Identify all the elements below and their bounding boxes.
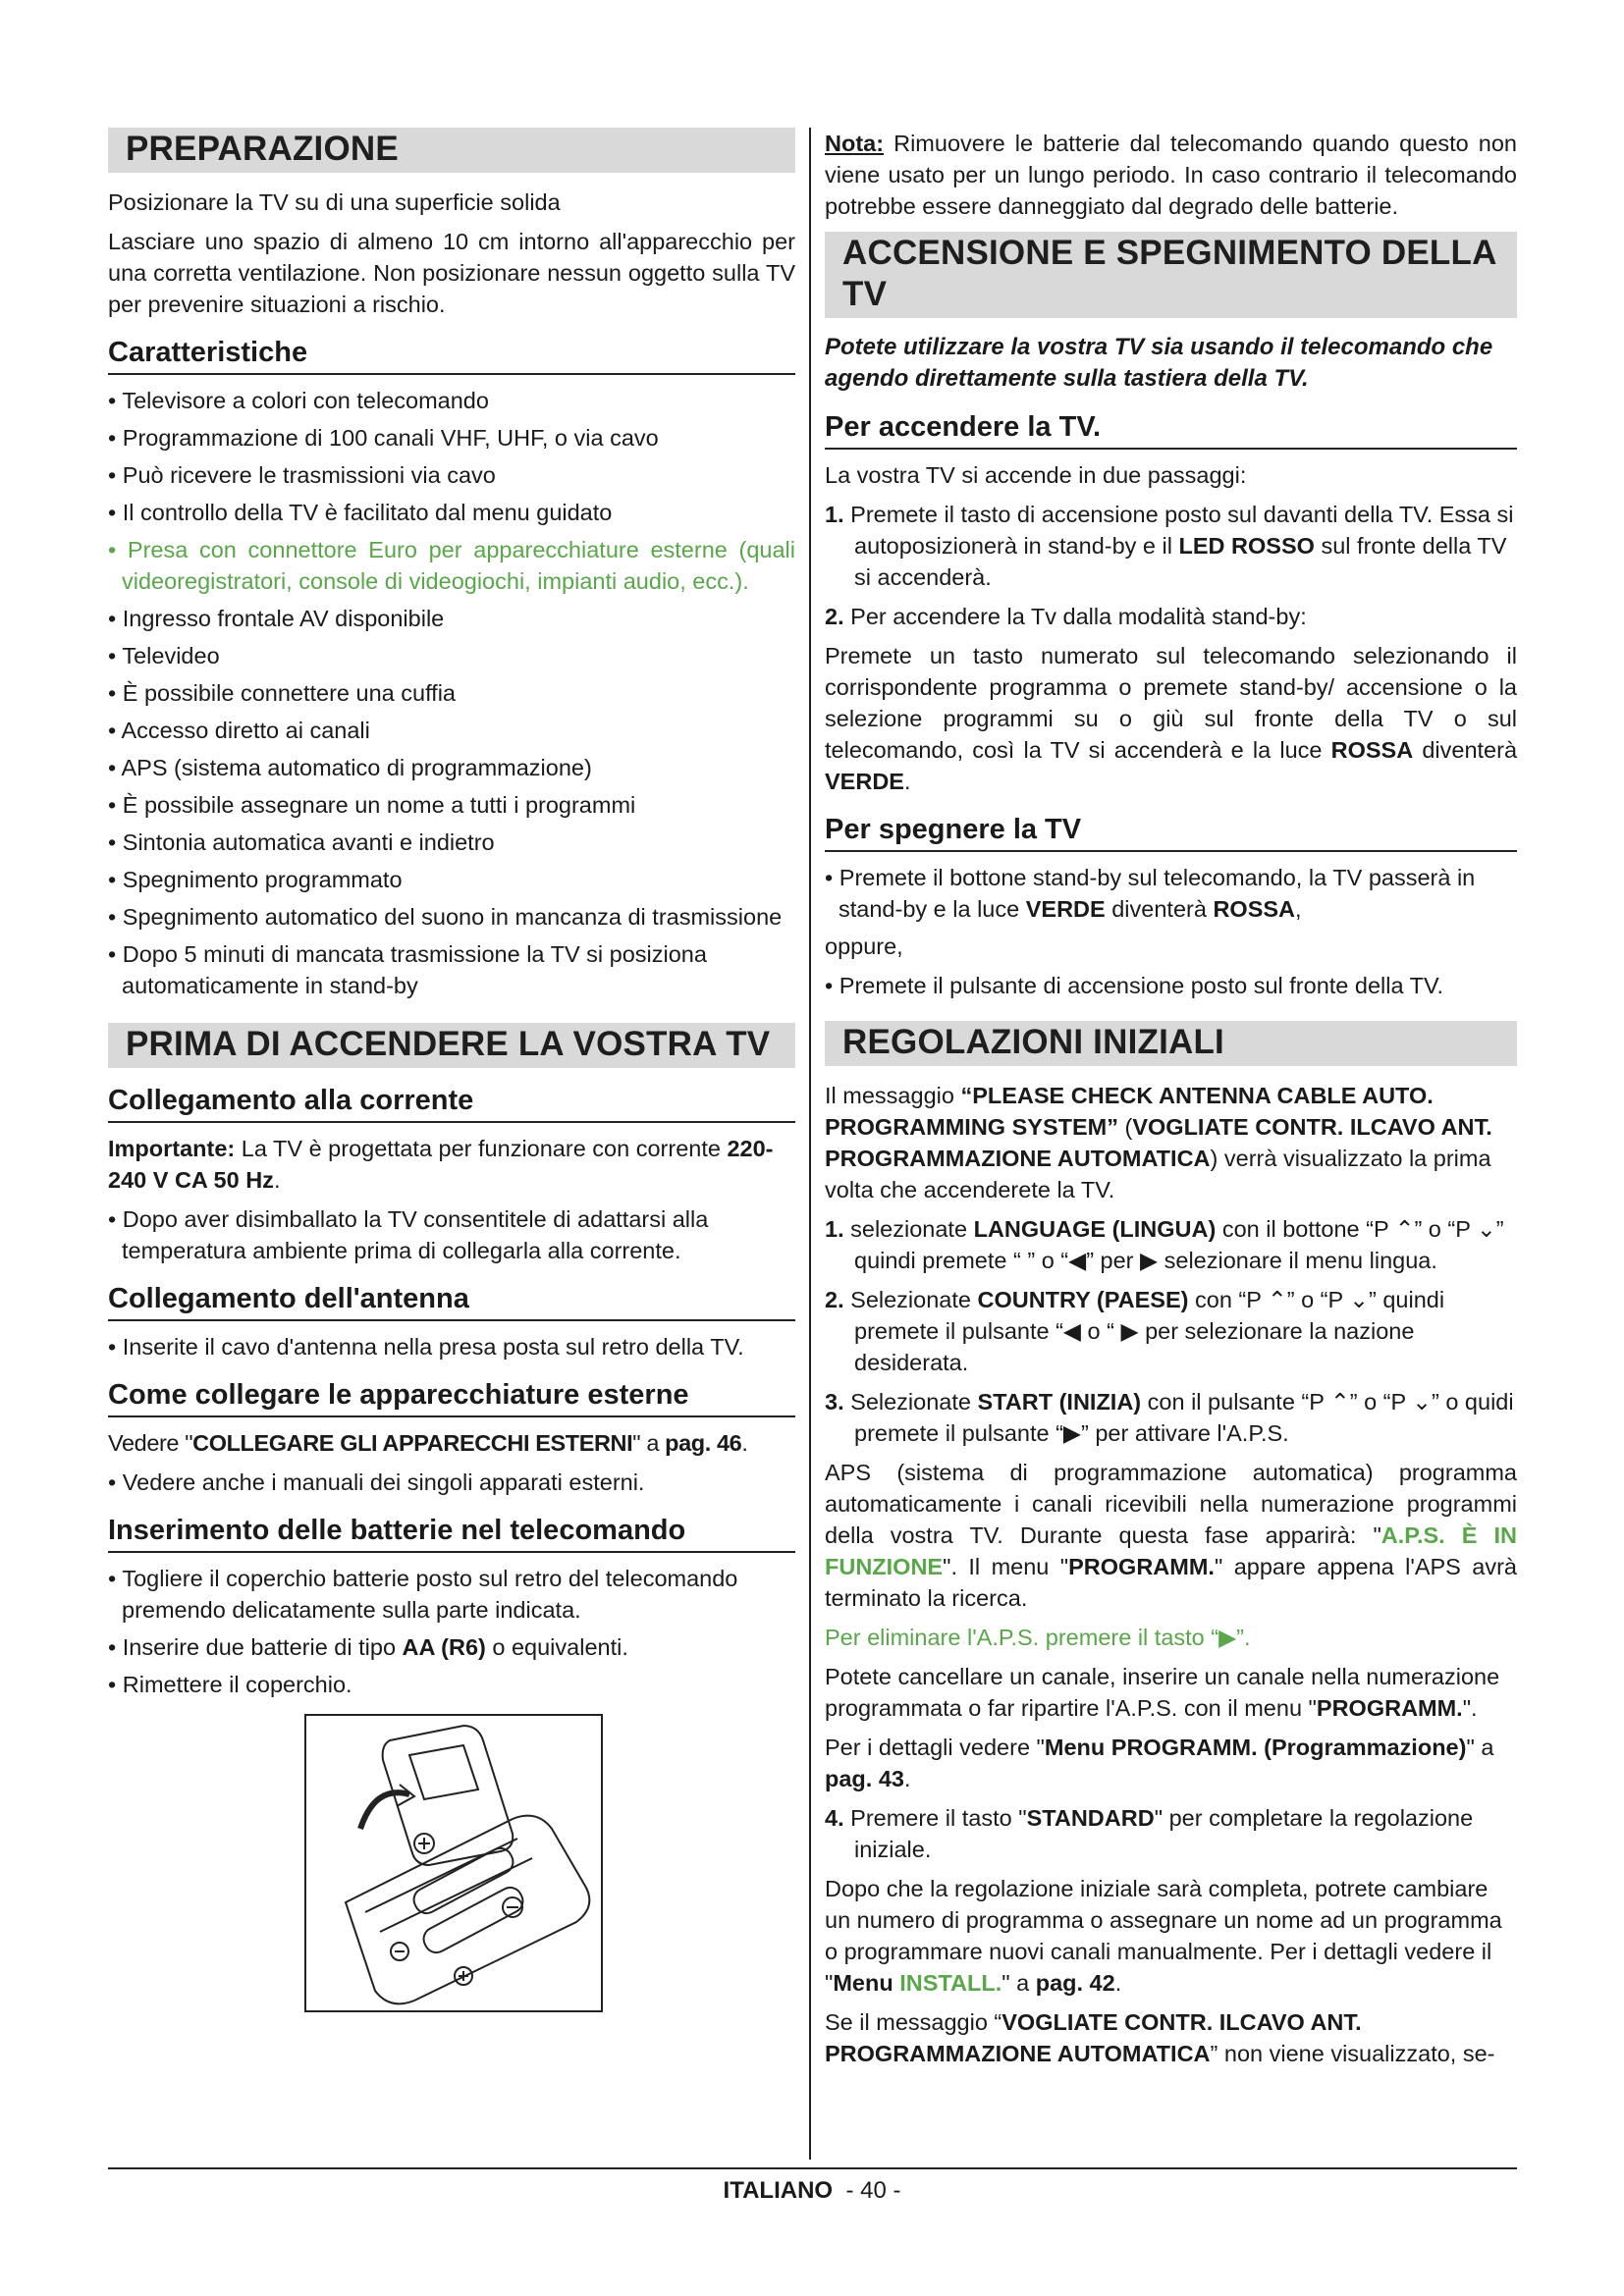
intro-italic: Potete utilizzare la vostra TV sia usando il telecomando che agendo direttamente sulla tastiera della TV.	[825, 334, 1493, 392]
step-1: 1. selezionate LANGUAGE (LINGUA) con il bottone “P ⌃” o “P ⌄” quindi premete “ ” o “◀” per ▶ selezionare il menu lingua.	[825, 1216, 1504, 1273]
list-item: • Inserite il cavo d'antenna nella presa posta sul retro della TV.	[108, 1334, 744, 1360]
paragraph: Premete un tasto numerato sul telecomando selezionando il corrispondente programma o premete stand-by/ accensione o la selezione programmi su o giù sul fronte della TV o sul telecomando, così la TV si accenderà e la luce ROSSA diventerà VERDE.	[825, 643, 1518, 794]
list-item: • Il controllo della TV è facilitato dal menu guidato	[108, 500, 613, 525]
remote-battery-illustration	[304, 1714, 603, 2012]
subheading-spegnere: Per spegnere la TV	[825, 813, 1517, 852]
list-item: • È possibile connettere una cuffia	[108, 680, 457, 706]
list-item: • Togliere il coperchio batterie posto sul retro del telecomando premendo delicatamente sulla parte indicata.	[108, 1566, 738, 1623]
paragraph: Dopo che la regolazione iniziale sarà completa, potrete cambiare un numero di programma o assegnare un nome ad un programma o programmare nuovi canali manualmente. Per i dettagli vedere il "Menu INSTALL." a pag. 42.	[825, 1876, 1502, 1996]
list-item: • Ingresso frontale AV disponibile	[108, 606, 445, 631]
list-item: • Spegnimento programmato	[108, 867, 403, 892]
list-item: • Accesso diretto ai canali	[108, 718, 370, 743]
step-2: 2. Per accendere la Tv dalla modalità stand-by:	[825, 604, 1307, 629]
paragraph: Potete cancellare un canale, inserire un canale nella numerazione programmata o far ripartire l'A.P.S. con il menu "PROGRAMM.".	[825, 1664, 1500, 1721]
paragraph-aps: APS (sistema di programmazione automatica) programma automaticamente i canali ricevibili nella numerazione programmi della vostra TV. Durante questa fase apparirà: "A.P.S. È IN FUNZIONE". Il menu "PROGRAMM." appare appena l'APS avrà terminato la ricerca.	[825, 1460, 1517, 1611]
paragraph: Posizionare la TV su di una superficie solida	[108, 189, 561, 215]
list-item: • Dopo aver disimballato la TV consentitele di adattarsi alla temperatura ambiente prima di collegarla alla corrente.	[108, 1206, 709, 1263]
subheading-batterie: Inserimento delle batterie nel telecomando	[108, 1514, 795, 1553]
heading-regolazioni: REGOLAZIONI INIZIALI	[825, 1021, 1517, 1066]
list-item: • Televisore a colori con telecomando	[108, 388, 489, 413]
subheading-antenna: Collegamento dell'antenna	[108, 1282, 795, 1321]
paragraph-nota: Nota: Rimuovere le batterie dal telecomando quando questo non viene usato per un lungo periodo. In caso contrario il telecomando potrebbe essere danneggiato dal degrado delle batterie.	[825, 131, 1517, 219]
page-number: - 40 -	[845, 2177, 901, 2204]
heading-accensione: ACCENSIONE E SPEGNIMENTO DELLA TV	[825, 232, 1517, 318]
heading-prima-di-accendere: PRIMA DI ACCENDERE LA VOSTRA TV	[108, 1023, 795, 1068]
step-3: 3. Selezionate START (INIZIA) con il pulsante “P ⌃” o “P ⌄” o quidi premete il pulsante “▶” per attivare l'A.P.S.	[825, 1389, 1514, 1446]
list-item: • Programmazione di 100 canali VHF, UHF, o via cavo	[108, 425, 659, 451]
list-item: • Può ricevere le trasmissioni via cavo	[108, 462, 496, 488]
paragraph: Se il messaggio “VOGLIATE CONTR. ILCAVO ANT. PROGRAMMAZIONE AUTOMATICA” non viene visualizzato, se-	[825, 2009, 1495, 2066]
subheading-corrente: Collegamento alla corrente	[108, 1084, 795, 1123]
features-list	[108, 385, 795, 1001]
paragraph-eliminare-aps: Per eliminare l'A.P.S. premere il tasto “▶”.	[825, 1625, 1251, 1650]
list-item: • È possibile assegnare un nome a tutti i programmi	[108, 792, 636, 818]
subheading-accendere: Per accendere la TV.	[825, 410, 1517, 450]
left-column	[108, 128, 795, 2012]
paragraph-vedere: Vedere "COLLEGARE GLI APPARECCHI ESTERNI" a pag. 46.	[108, 1430, 748, 1456]
list-item: • Premete il pulsante di accensione posto sul fronte della TV.	[825, 973, 1444, 998]
subheading-apparecchiature-esterne: Come collegare le apparecchiature esterne	[108, 1378, 795, 1417]
step-4: 4. Premere il tasto "STANDARD" per completare la regolazione iniziale.	[825, 1805, 1474, 1862]
paragraph: Per i dettagli vedere "Menu PROGRAMM. (Programmazione)" a pag. 43.	[825, 1735, 1494, 1791]
footer-language: ITALIANO	[723, 2177, 834, 2204]
paragraph: Lasciare uno spazio di almeno 10 cm intorno all'apparecchio per una corretta ventilazione. Non posizionare nessun oggetto sulla TV per prevenire situazioni a rischio.	[108, 229, 795, 317]
heading-preparazione: PREPARAZIONE	[108, 128, 795, 173]
list-item: • Inserire due batterie di tipo AA (R6) o equivalenti.	[108, 1634, 628, 1660]
list-item: • Premete il bottone stand-by sul telecomando, la TV passerà in stand-by e la luce VERDE diventerà ROSSA,	[825, 865, 1476, 922]
step-1: 1. Premete il tasto di accensione posto sul davanti della TV. Essa si autoposizionerà in stand-by e il LED ROSSO sul fronte della TV si accenderà.	[825, 502, 1514, 590]
footer-rule	[108, 2167, 1517, 2169]
list-item-highlighted: • Presa con connettore Euro per apparecchiature esterne (quali videoregistratori, console di videogiochi, impianti audio, ecc.).	[108, 537, 795, 594]
right-column	[825, 128, 1517, 2077]
paragraph: Il messaggio “PLEASE CHECK ANTENNA CABLE AUTO. PROGRAMMING SYSTEM” (VOGLIATE CONTR. ILCAVO ANT. PROGRAMMAZIONE AUTOMATICA) verrà visualizzato la prima volta che accenderete la TV.	[825, 1083, 1492, 1202]
list-item: • Dopo 5 minuti di mancata trasmissione la TV si posiziona automaticamente in stand-by	[108, 941, 707, 998]
paragraph: La vostra TV si accende in due passaggi:	[825, 462, 1247, 488]
column-divider	[809, 128, 811, 2160]
subheading-caratteristiche: Caratteristiche	[108, 336, 795, 375]
paragraph: oppure,	[825, 934, 903, 959]
page-footer	[0, 2177, 1624, 2205]
list-item: • Sintonia automatica avanti e indietro	[108, 829, 495, 855]
list-item: • Spegnimento automatico del suono in mancanza di trasmissione	[108, 904, 783, 930]
list-item: • Televideo	[108, 643, 220, 668]
list-item: • Vedere anche i manuali dei singoli apparati esterni.	[108, 1469, 645, 1495]
remote-battery-drawing	[306, 1716, 601, 2010]
step-2: 2. Selezionate COUNTRY (PAESE) con “P ⌃” o “P ⌄” quindi premete il pulsante “◀ o “ ▶ per selezionare la nazione desiderata.	[825, 1287, 1445, 1375]
list-item: • Rimettere il coperchio.	[108, 1672, 352, 1697]
list-item: • APS (sistema automatico di programmazione)	[108, 755, 592, 780]
paragraph-importante: Importante: La TV è progettata per funzionare con corrente 220-240 V CA 50 Hz.	[108, 1136, 774, 1193]
